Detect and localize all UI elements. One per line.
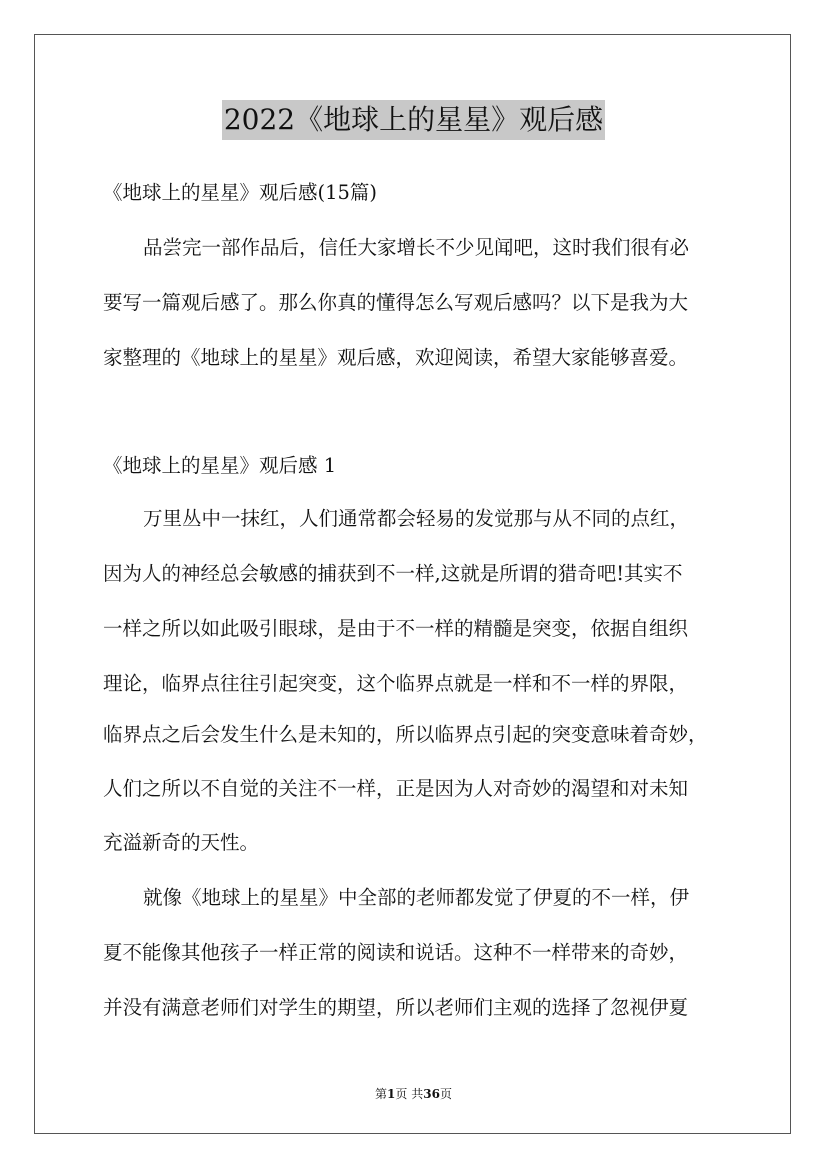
intro-line-2: 要写一篇观后感了。那么你真的懂得怎么写观后感吗？以下是我为大 [103,291,689,314]
footer-page-current: 1 [387,1087,396,1101]
intro-line-3: 家整理的《地球上的星星》观后感，欢迎阅读，希望大家能够喜爱。 [103,346,689,369]
section-heading: 《地球上的星星》观后感 1 [103,454,337,477]
para1-line-3: 一样之所以如此吸引眼球，是由于不一样的精髓是突变，依据自组织 [103,617,689,640]
intro-line-1: 品尝完一部作品后，信任大家增长不少见闻吧，这时我们很有必 [143,236,690,259]
para2-line-1: 就像《地球上的星星》中全部的老师都发觉了伊夏的不一样，伊 [143,886,690,909]
title-container [0,100,827,140]
footer-suffix: 页 [439,1087,452,1101]
para1-line-6: 人们之所以不自觉的关注不一样，正是因为人对奇妙的渴望和对未知 [103,777,689,800]
para1-line-7: 充溢新奇的天性。 [103,831,260,854]
page-footer [0,1085,827,1102]
para2-line-2: 夏不能像其他孩子一样正常的阅读和说话。这种不一样带来的奇妙， [103,941,689,964]
footer-page-total: 36 [423,1087,440,1101]
para2-line-3: 并没有满意老师们对学生的期望，所以老师们主观的选择了忽视伊夏 [103,996,689,1019]
para1-line-1: 万里丛中一抹红，人们通常都会轻易的发觉那与从不同的点红， [143,507,690,530]
para1-line-4: 理论，临界点往往引起突变，这个临界点就是一样和不一样的界限， [103,672,689,695]
footer-mid: 页 共 [395,1087,424,1101]
para1-line-2: 因为人的神经总会敏感的捕获到不一样,这就是所谓的猎奇吧!其实不 [103,562,683,585]
document-subtitle: 《地球上的星星》观后感(15篇) [103,181,378,204]
para1-line-5: 临界点之后会发生什么是未知的，所以临界点引起的突变意味着奇妙， [103,723,708,746]
document-title: 2022《地球上的星星》观后感 [222,100,605,140]
footer-prefix: 第 [375,1087,388,1101]
